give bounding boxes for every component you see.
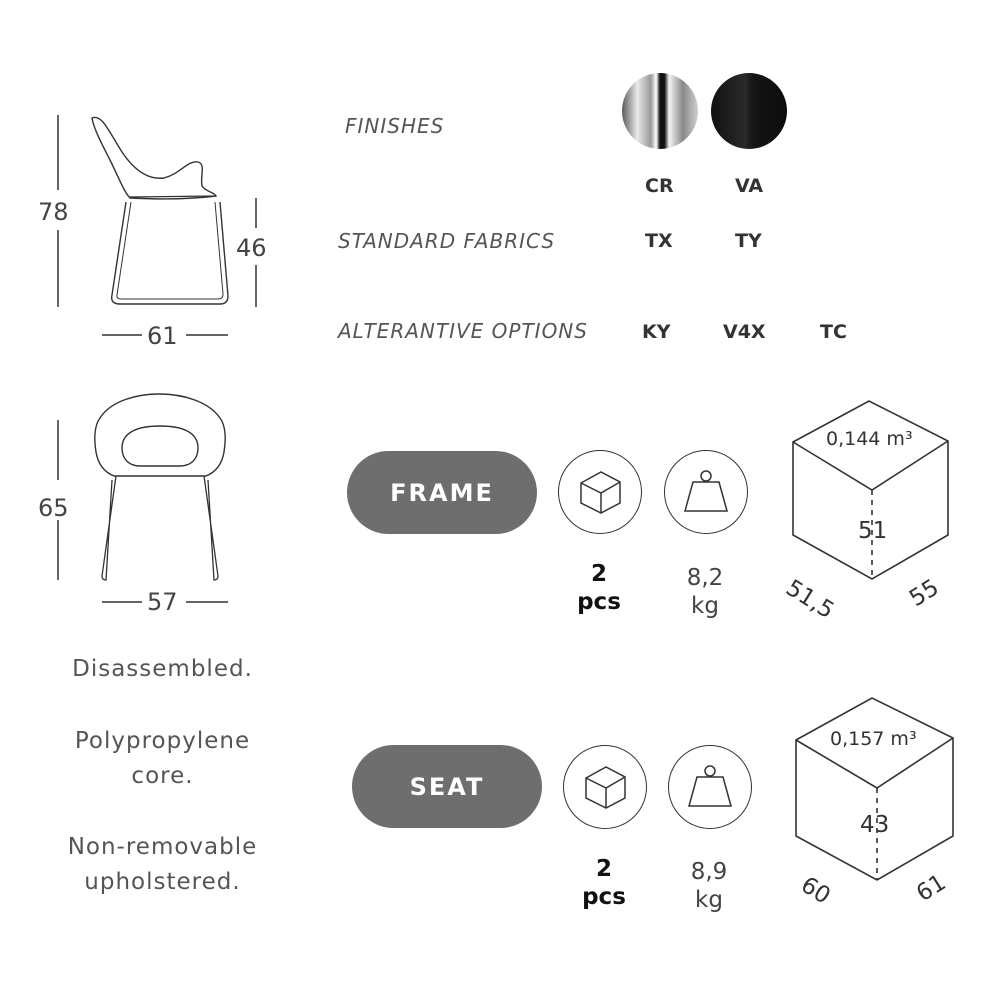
side-height-dim: 78 <box>38 198 69 226</box>
note-core: Polypropylene core. <box>74 728 251 789</box>
note-disassembled: Disassembled. <box>72 656 253 682</box>
frame-weight: 8,2 kg <box>686 565 724 619</box>
standard-fabrics-label: STANDARD FABRICS <box>338 229 556 253</box>
seat-height: 43 <box>860 812 890 838</box>
frame-weight-icon <box>664 450 748 534</box>
finish-code-cr: CR <box>645 175 674 197</box>
frame-width: 55 <box>905 574 944 613</box>
seat-box-icon <box>563 745 647 829</box>
option-code-tc: TC <box>820 321 847 343</box>
side-depth-dim: 61 <box>147 322 178 350</box>
note-upholstered: Non-removable upholstered. <box>67 834 258 895</box>
fabric-code-tx: TX <box>645 230 673 252</box>
side-seat-height-dim: 46 <box>236 234 267 262</box>
seat-pill: SEAT <box>352 745 542 828</box>
frame-box-icon <box>558 450 642 534</box>
seat-carton-cube <box>790 690 965 890</box>
option-code-v4x: V4X <box>723 321 766 343</box>
alternative-options-label: ALTERANTIVE OPTIONS <box>338 319 588 343</box>
frame-carton-cube <box>785 395 960 595</box>
chair-front-view-drawing <box>30 380 290 620</box>
finishes-label: FINISHES <box>345 114 445 138</box>
frame-pill: FRAME <box>347 451 537 534</box>
chrome-swatch-icon <box>621 72 699 150</box>
black-swatch-icon <box>710 72 788 150</box>
fabric-code-ty: TY <box>735 230 762 252</box>
seat-weight: 8,9 kg <box>690 859 728 913</box>
seat-volume: 0,157 m³ <box>830 728 917 750</box>
seat-pcs: 2 pcs <box>582 856 626 910</box>
frame-volume: 0,144 m³ <box>826 428 913 450</box>
seat-width: 61 <box>912 869 951 908</box>
seat-weight-icon <box>668 745 752 829</box>
front-height-dim: 65 <box>38 494 69 522</box>
frame-pcs: 2 pcs <box>577 561 621 615</box>
chair-side-view-drawing <box>30 100 290 360</box>
option-code-ky: KY <box>642 321 671 343</box>
frame-height: 51 <box>858 518 888 544</box>
finish-code-va: VA <box>735 175 764 197</box>
seat-depth: 60 <box>796 872 835 910</box>
frame-depth: 51,5 <box>781 575 839 625</box>
front-width-dim: 57 <box>147 588 178 616</box>
